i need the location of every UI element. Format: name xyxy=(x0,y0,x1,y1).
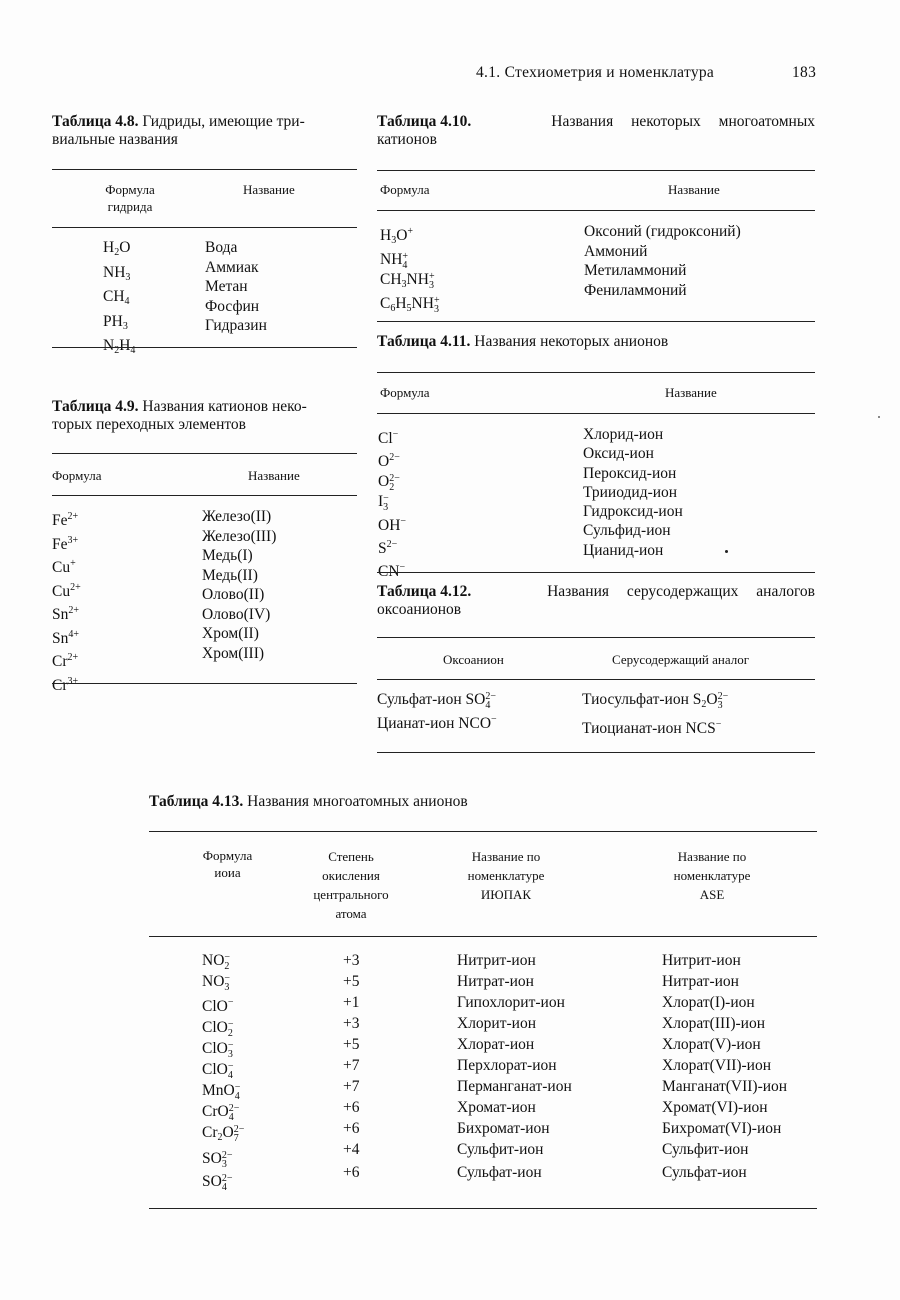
table-row-name: Железо(II) xyxy=(202,508,272,525)
table-4-10-header-formula: Формула xyxy=(380,182,430,197)
table-4-10-header-name: Название xyxy=(668,182,720,197)
table-4-13-ase-names xyxy=(662,950,787,1183)
table-row-name: Олово(II) xyxy=(202,586,265,603)
table-row-name: Гипохлорит-ион xyxy=(457,994,565,1011)
table-4-9-header-name: Название xyxy=(248,468,300,483)
table-row-name: Метиламмоний xyxy=(584,262,687,279)
table-4-11-label: Таблица 4.11. xyxy=(377,333,471,350)
table-4-8-label: Таблица 4.8. xyxy=(52,113,139,130)
table-4-10-caption: Таблица 4.10. Названия некоторых многоатомных катионов xyxy=(377,113,815,148)
table-4-12-top-rule xyxy=(377,637,815,638)
table-4-9-caption: Таблица 4.9. Названия катионов неко- торых переходных элементов xyxy=(52,398,307,433)
table-4-8-title: Гидриды, имеющие три- xyxy=(142,113,305,130)
table-4-10-label: Таблица 4.10. xyxy=(377,113,472,130)
table-4-13-formulas: NO − 2 NO − 3 ClO− ClO − 2 ClO − 3 ClO − 4 MnO − 4 CrO 2− 4 $Cr_2O$ 2− 7 SO 2− 3 SO 2− 4 xyxy=(202,952,245,1193)
table-row-name: Железо(III) xyxy=(202,527,277,545)
table-4-12-sulfur-col: Тиосульфат-ион $S_2O$ 2− 3 Тиоцианат-ион NCS− xyxy=(582,691,729,737)
table-4-8-header-rule xyxy=(52,227,357,228)
table-row-name: Фениламмоний xyxy=(584,281,687,299)
table-row-name: Фосфин xyxy=(205,297,260,315)
table-4-9-names xyxy=(202,507,276,663)
formula-h2o: $H_2O$ xyxy=(103,239,131,258)
table-row-name: Сульфид-ион xyxy=(583,522,671,540)
table-4-11-bottom-rule xyxy=(377,572,815,573)
table-4-9-bottom-rule xyxy=(52,683,357,684)
formula-nh3: $NH_3$ xyxy=(103,263,131,283)
formula-ch4: $CH_4$ xyxy=(103,288,130,307)
table-row-name: Хром(II) xyxy=(202,625,259,642)
table-row-name: Сульфат-ион xyxy=(662,1164,747,1181)
table-4-12-bottom-rule xyxy=(377,752,815,753)
table-row-name: Сульфат-ион xyxy=(457,1164,542,1181)
table-4-11-header-rule xyxy=(377,413,815,414)
table-row-name: Оксид-ион xyxy=(583,445,654,463)
table-4-8-top-rule xyxy=(52,169,357,170)
table-row-name: Перхлорат-ион xyxy=(457,1057,557,1074)
table-row-name: Хлорат(VII)-ион xyxy=(662,1057,772,1074)
table-row-name: Бихромат-ион xyxy=(457,1120,550,1137)
table-4-12-label: Таблица 4.12. xyxy=(377,583,472,600)
table-row-name: Сульфит-ион xyxy=(662,1141,749,1158)
table-row-name: Хром(III) xyxy=(202,644,265,662)
table-4-8-header-name: Название xyxy=(243,182,295,197)
table-row-name: Аммиак xyxy=(205,258,259,276)
table-4-13-bottom-rule xyxy=(149,1208,817,1209)
table-4-10-bottom-rule xyxy=(377,321,815,322)
table-row-name: Трииодид-ион xyxy=(583,483,678,501)
page-number: 183 xyxy=(792,64,817,81)
table-row-name: Сульфит-ион xyxy=(457,1141,544,1158)
table-row-name: Хромат-ион xyxy=(457,1099,536,1116)
table-row-name: Хлорит-ион xyxy=(457,1015,536,1032)
table-4-9-formulas: $Fe^{2+}$ $Fe^{3+}$ Cu+ $Cu^{2+}$ $Sn^{2+}$ $Sn^{4+}$ $Cr^{2+}$ $Cr^{3+}$ xyxy=(52,511,81,694)
table-4-10-formulas: $H_3O^+$ NH + 4 $CH_3NH$ + 3 $C_6H_5NH$ + 3 xyxy=(380,226,440,315)
table-4-13-label: Таблица 4.13. xyxy=(149,793,244,810)
table-4-12-header-rule xyxy=(377,679,815,680)
table-4-13-iupac-names xyxy=(457,950,572,1183)
table-4-13-header-oxidation: Степень окисления центрального атома xyxy=(313,849,389,921)
table-row-name: Вода xyxy=(205,239,238,256)
table-4-8-title-2: виальные названия xyxy=(52,131,178,148)
running-header-section: 4.1. Стехиометрия и номенклатура xyxy=(476,64,715,81)
table-4-9-top-rule xyxy=(52,453,357,454)
table-4-8-formulas xyxy=(103,238,135,361)
table-4-8-caption xyxy=(52,113,357,149)
table-row-name: Метан xyxy=(205,278,248,295)
table-row-name: Гидроксид-ион xyxy=(583,503,683,521)
table-4-12-header-oxo: Оксоанион xyxy=(443,652,504,667)
table-4-12-header-sulfur: Серусодержащий аналог xyxy=(612,652,750,667)
table-row-name: Хлорат(I)-ион xyxy=(662,994,755,1011)
table-row-name: Цианид-ион xyxy=(583,541,664,559)
table-4-11-header-formula: Формула xyxy=(380,385,430,400)
formula-n2h4: $N_2H_4$ xyxy=(103,337,136,356)
table-4-11-top-rule xyxy=(377,372,815,373)
table-4-11-header-name: Название xyxy=(665,385,717,400)
table-row-name: Олово(IV) xyxy=(202,605,271,623)
table-4-13-header-ase: Название по номенклатуре ASE xyxy=(673,849,751,902)
table-row-name: Нитрит-ион xyxy=(662,952,741,969)
table-row-name: Перманганат-ион xyxy=(457,1078,572,1095)
table-row-name: Хлорат-ион xyxy=(457,1036,535,1053)
table-row-name: Нитрит-ион xyxy=(457,952,536,969)
table-4-13-header-formula: Формула иоиа xyxy=(202,848,253,880)
stray-dot xyxy=(725,550,728,553)
table-4-10-names xyxy=(584,222,741,300)
table-4-11-caption: Таблица 4.11. Названия некоторых анионов xyxy=(377,333,669,350)
table-row-name: Бихромат(VI)-ион xyxy=(662,1120,782,1137)
table-4-9-header-formula: Формула xyxy=(52,468,102,483)
table-row-name: Медь(I) xyxy=(202,547,253,564)
table-4-11-formulas: Cl− $O^{2-}$ O 2− 2 I − 3 OH− $S^{2-}$ CN− xyxy=(378,429,407,581)
table-4-11-names xyxy=(583,425,683,560)
table-row-name: Пероксид-ион xyxy=(583,464,677,482)
table-4-8-header-formula: Формула гидрида xyxy=(105,182,155,214)
table-4-9-label: Таблица 4.9. xyxy=(52,398,139,415)
table-row-name: Нитрат-ион xyxy=(662,973,739,990)
table-row-name: Гидразин xyxy=(205,317,267,334)
table-4-12-oxo-col: Сульфат-ион SO 2− 4 Цианат-ион NCO− xyxy=(377,691,497,732)
table-4-9-header-rule xyxy=(52,495,357,496)
table-row-name: Манганат(VII)-ион xyxy=(662,1078,788,1095)
table-4-10-header-rule xyxy=(377,210,815,211)
table-row-name: Медь(II) xyxy=(202,566,258,584)
table-4-13-header-iupac: Название по номенклатуре ИЮПАК xyxy=(467,849,545,902)
table-row-name: Хлорид-ион xyxy=(583,426,664,443)
table-row-name: Хлорат(V)-ион xyxy=(662,1036,761,1053)
table-row-name: Аммоний xyxy=(584,242,648,260)
formula-ph3: $PH_3$ xyxy=(103,312,128,332)
table-4-10-top-rule xyxy=(377,170,815,171)
table-4-12-caption: Таблица 4.12. Названия серусодержащих аналогов оксоанионов xyxy=(377,583,815,618)
table-4-8-bottom-rule xyxy=(52,347,357,348)
table-4-13-header-rule xyxy=(149,936,817,937)
table-row-name: Оксоний (гидроксоний) xyxy=(584,223,741,240)
table-row-name: Хлорат(III)-ион xyxy=(662,1015,765,1032)
table-row-name: Нитрат-ион xyxy=(457,973,534,990)
scan-speck xyxy=(878,416,880,418)
table-4-13-oxidation-states: +3 +5 +1 +3 +5 +7 +7 +6 +6 +4 +6 xyxy=(343,952,360,1181)
table-4-13-caption: Таблица 4.13. Названия многоатомных анионов xyxy=(149,793,468,810)
table-row-name: Хромат(VI)-ион xyxy=(662,1099,768,1116)
table-4-8-names xyxy=(205,238,267,336)
table-4-13-top-rule xyxy=(149,831,817,832)
